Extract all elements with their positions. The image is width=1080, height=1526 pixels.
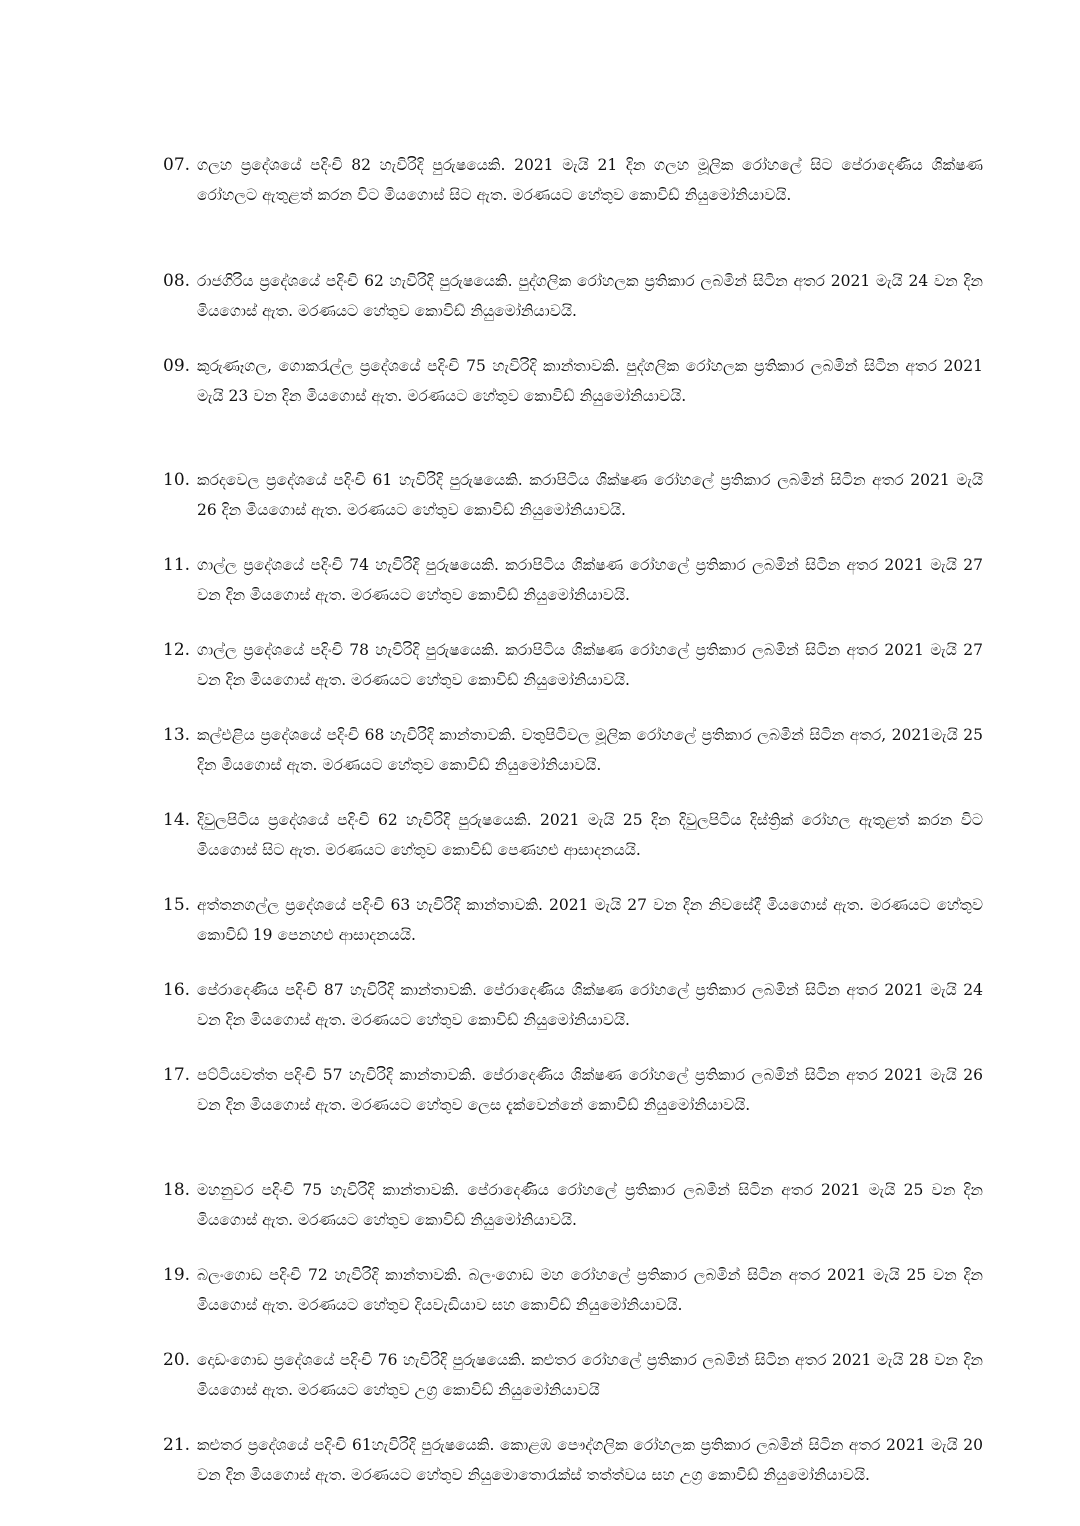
list-item (163, 266, 983, 326)
item-number: 16. (163, 980, 191, 1000)
list-item (163, 1060, 983, 1120)
item-number: 21. (163, 1435, 191, 1455)
item-number: 09. (163, 356, 191, 376)
item-text: කළුතර ප්‍රදේශයේ පදිංචි 61හැවිරිදි පුරුෂයෙකි. කොළඹ පෞද්ගලික රෝහලක ප්‍රතිකාර ලබමින් සිටින අතර 2021 මැයි 20 වන දින මියගොස් ඇත. මරණයට හේතුව නියුමොතොරැක්ස් තත්ත්වය සහ උග්‍ර කොවිඩ් නියුමෝනියාවයි. (197, 1436, 983, 1484)
item-text: දිවුලපිටිය ප්‍රදේශයේ පදිංචි 62 හැවිරිදි පුරුෂයෙකි. 2021 මැයි 25 දින දිවුලපිටිය දිස්ත්‍රික් රෝහල ඇතුළත් කරන විට මියගොස් සිට ඇත. මරණයට හේතුව කොවිඩ් පෙණහළු ආසාදනයයි. (197, 811, 983, 859)
list-item (163, 1430, 983, 1490)
item-number: 12. (163, 640, 191, 660)
list-item (163, 890, 983, 950)
item-text: පේරාදෙණිය පදිංචි 87 හැවිරිදි කාන්තාවකි. පේරාදෙණිය ශික්ෂණ රෝහලේ ප්‍රතිකාර ලබමින් සිටින අතර 2021 මැයි 24 වන දින මියගොස් ඇත. මරණයට හේතුව කොවිඩ් නියුමෝනියාවයි. (197, 981, 983, 1029)
item-text: බලංගොඩ පදිංචි 72 හැවිරිදි කාන්තාවකි. බලංගොඩ මහ රෝහලේ ප්‍රතිකාර ලබමින් සිටින අතර 2021 මැයි 25 වන දින මියගොස් ඇත. මරණයට හේතුව දියවැඩියාව සහ කොවිඩ් නියුමෝනියාවයි. (197, 1266, 983, 1314)
list-item (163, 720, 983, 780)
item-text: කල්එළිය ප්‍රදේශයේ පදිංචි 68 හැවිරිදි කාන්තාවකි. වතුපිටිවල මූලික රෝහලේ ප්‍රතිකාර ලබමින් සිටින අතර, 2021මැයි 25 දින මියගොස් ඇත. මරණයට හේතුව කොවිඩ් නියුමෝනියාවයි. (197, 726, 983, 774)
item-text: අත්තනගල්ල ප්‍රදේශයේ පදිංචි 63 හැවිරිදි කාන්තාවකි. 2021 මැයි 27 වන දින නිවසේදී මියගොස් ඇත. මරණයට හේතුව කොවිඩ් 19 පෙනහළු ආසාදනයයි. (197, 896, 983, 944)
list-item (163, 465, 983, 525)
list-item (163, 351, 983, 411)
item-number: 18. (163, 1180, 191, 1200)
list-item (163, 1260, 983, 1320)
list-item (163, 550, 983, 610)
item-text: ගාල්ල ප්‍රදේශයේ පදිංචි 74 හැවිරිදි පුරුෂයෙකි. කරාපිටිය ශික්ෂණ රෝහලේ ප්‍රතිකාර ලබමින් සිටින අතර 2021 මැයි 27 වන දින මියගොස් ඇත. මරණයට හේතුව කොවිඩ් නියුමෝනියාවයි. (197, 556, 983, 604)
item-text: කුරුණෑගල, ගොකරැල්ල ප්‍රදේශයේ පදිංචි 75 හැවිරිදි කාන්තාවකි. පුද්ගලික රෝහලක ප්‍රතිකාර ලබමින් සිටින අතර 2021 මැයි 23 වන දින මියගොස් ඇත. මරණයට හේතුව කොවිඩ් නියුමෝනියාවයි. (197, 357, 983, 405)
item-number: 11. (163, 555, 191, 575)
item-text: මහනුවර පදිංචි 75 හැවිරිදි කාන්තාවකි. පේරාදෙණිය රෝහලේ ප්‍රතිකාර ලබමින් සිටින අතර 2021 මැයි 25 වන දින මියගොස් ඇත. මරණයට හේතුව කොවිඩ් නියුමෝනියාවයි. (197, 1181, 983, 1229)
list-item (163, 975, 983, 1035)
list-item (163, 635, 983, 695)
list-item (163, 805, 983, 865)
item-text: කරදවෙල ප්‍රදේශයේ පදිංචි 61 හැවිරිදි පුරුෂයෙකි. කරාපිටිය ශික්ෂණ රෝහලේ ප්‍රතිකාර ලබමින් සිටින අතර 2021 මැයි 26 දින මියගොස් ඇත. මරණයට හේතුව කොවිඩ් නියුමෝනියාවයි. (197, 471, 983, 519)
item-number: 08. (163, 271, 191, 291)
item-text: රාජගිරිය ප්‍රදේශයේ පදිංචි 62 හැවිරිදි පුරුෂයෙකි. පුද්ගලික රෝහලක ප්‍රතිකාර ලබමින් සිටින අතර 2021 මැයි 24 වන දින මියගොස් ඇත. මරණයට හේතුව කොවිඩ් නියුමෝනියාවයි. (197, 272, 983, 320)
item-text: පට්ටියවත්ත පදිංචි 57 හැවිරිදි කාන්තාවකි. පේරාදෙණිය ශික්ෂණ රෝහලේ ප්‍රතිකාර ලබමින් සිටින අතර 2021 මැයි 26 වන දින මියගොස් ඇත. මරණයට හේතුව ලෙස දැක්වෙන්නේ කොවිඩ් නියුමෝනියාවයි. (197, 1066, 983, 1114)
item-number: 15. (163, 895, 191, 915)
item-number: 19. (163, 1265, 191, 1285)
item-number: 20. (163, 1350, 191, 1370)
item-text: ගාල්ල ප්‍රදේශයේ පදිංචි 78 හැවිරිදි පුරුෂයෙකි. කරාපිටිය ශික්ෂණ රෝහලේ ප්‍රතිකාර ලබමින් සිටින අතර 2021 මැයි 27 වන දින මියගොස් ඇත. මරණයට හේතුව කොවිඩ් නියුමෝනියාවයි. (197, 641, 983, 689)
list-item (163, 1175, 983, 1235)
list-item (163, 1345, 983, 1405)
list-item (163, 150, 983, 210)
item-number: 13. (163, 725, 191, 745)
item-number: 07. (163, 155, 191, 175)
item-text: ගලහ ප්‍රදේශයේ පදිංචි 82 හැවිරිදි පුරුෂයෙකි. 2021 මැයි 21 දින ගලහ මූලික රෝහලේ සිට පේරාදෙණිය ශික්ෂණ රෝහලට ඇතුළත් කරන විට මියගොස් සිට ඇත. මරණයට හේතුව කොවිඩ් නියුමෝනියාවයි. (197, 156, 983, 204)
item-number: 10. (163, 470, 191, 490)
item-text: දොඩංගොඩ ප්‍රදේශයේ පදිංචි 76 හැවිරිදි පුරුෂයෙකි. කළුතර රෝහලේ ප්‍රතිකාර ලබමින් සිටින අතර 2021 මැයි 28 වන දින මියගොස් ඇත. මරණයට හේතුව උග්‍ර කොවිඩ් නියුමෝනියාවයි (197, 1351, 983, 1399)
item-number: 14. (163, 810, 191, 830)
item-number: 17. (163, 1065, 191, 1085)
